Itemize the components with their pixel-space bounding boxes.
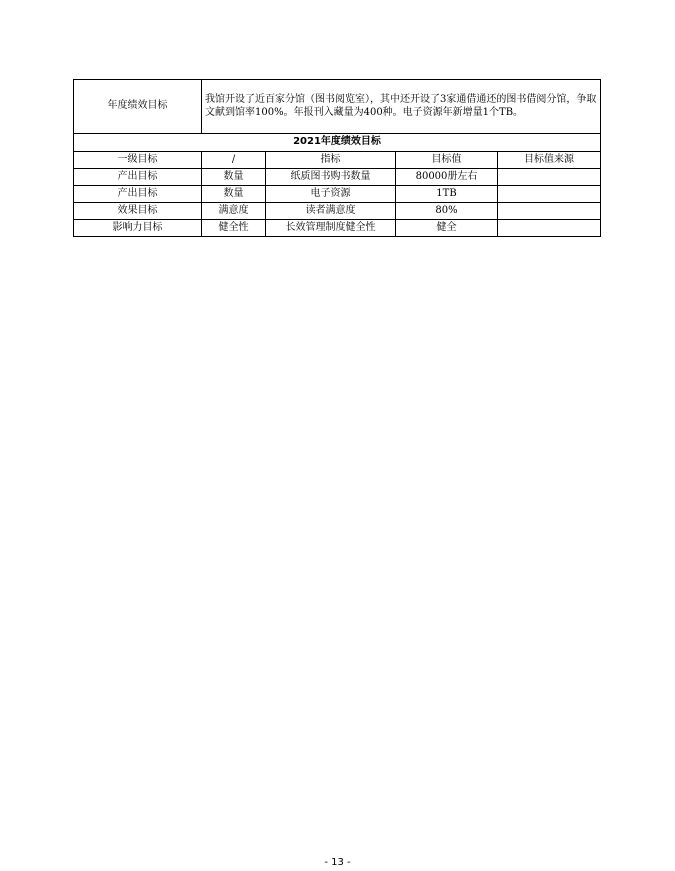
performance-table [73, 79, 601, 237]
page-number: - 13 - [324, 857, 351, 868]
table-header-row [74, 152, 601, 169]
table-row [74, 169, 601, 186]
table-cell: 80% [396, 203, 498, 220]
annual-goal-label: 年度绩效目标 [74, 80, 202, 134]
table-cell: 健全 [396, 220, 498, 237]
table-cell: 产出目标 [74, 186, 202, 203]
header-cell: 指标 [266, 152, 396, 169]
table-cell: 电子资源 [266, 186, 396, 203]
header-cell: / [202, 152, 266, 169]
annual-goal-text: 我馆开设了近百家分馆（图书阅览室），其中还开设了3家通借通还的图书借阅分馆，争取文献到馆率100%。年报刊入藏量为400种。电子资源年新增量1个TB。 [202, 80, 601, 134]
table-cell: 健全性 [202, 220, 266, 237]
table-cell: 纸质图书购书数量 [266, 169, 396, 186]
table-cell [498, 169, 601, 186]
table-cell: 满意度 [202, 203, 266, 220]
section-title-row [74, 134, 601, 152]
table-cell: 长效管理制度健全性 [266, 220, 396, 237]
table-cell [498, 220, 601, 237]
table-cell: 读者满意度 [266, 203, 396, 220]
table-cell: 80000册左右 [396, 169, 498, 186]
header-cell: 目标值来源 [498, 152, 601, 169]
table-cell: 数量 [202, 169, 266, 186]
header-cell: 一级目标 [74, 152, 202, 169]
section-title: 2021年度绩效目标 [74, 134, 601, 152]
table-row [74, 203, 601, 220]
table-cell: 1TB [396, 186, 498, 203]
table-row [74, 186, 601, 203]
table-cell [498, 186, 601, 203]
header-cell: 目标值 [396, 152, 498, 169]
table-cell: 数量 [202, 186, 266, 203]
table-cell: 产出目标 [74, 169, 202, 186]
annual-goal-row [74, 80, 601, 134]
table-cell: 影响力目标 [74, 220, 202, 237]
table-cell: 效果目标 [74, 203, 202, 220]
table-row [74, 220, 601, 237]
table-cell [498, 203, 601, 220]
